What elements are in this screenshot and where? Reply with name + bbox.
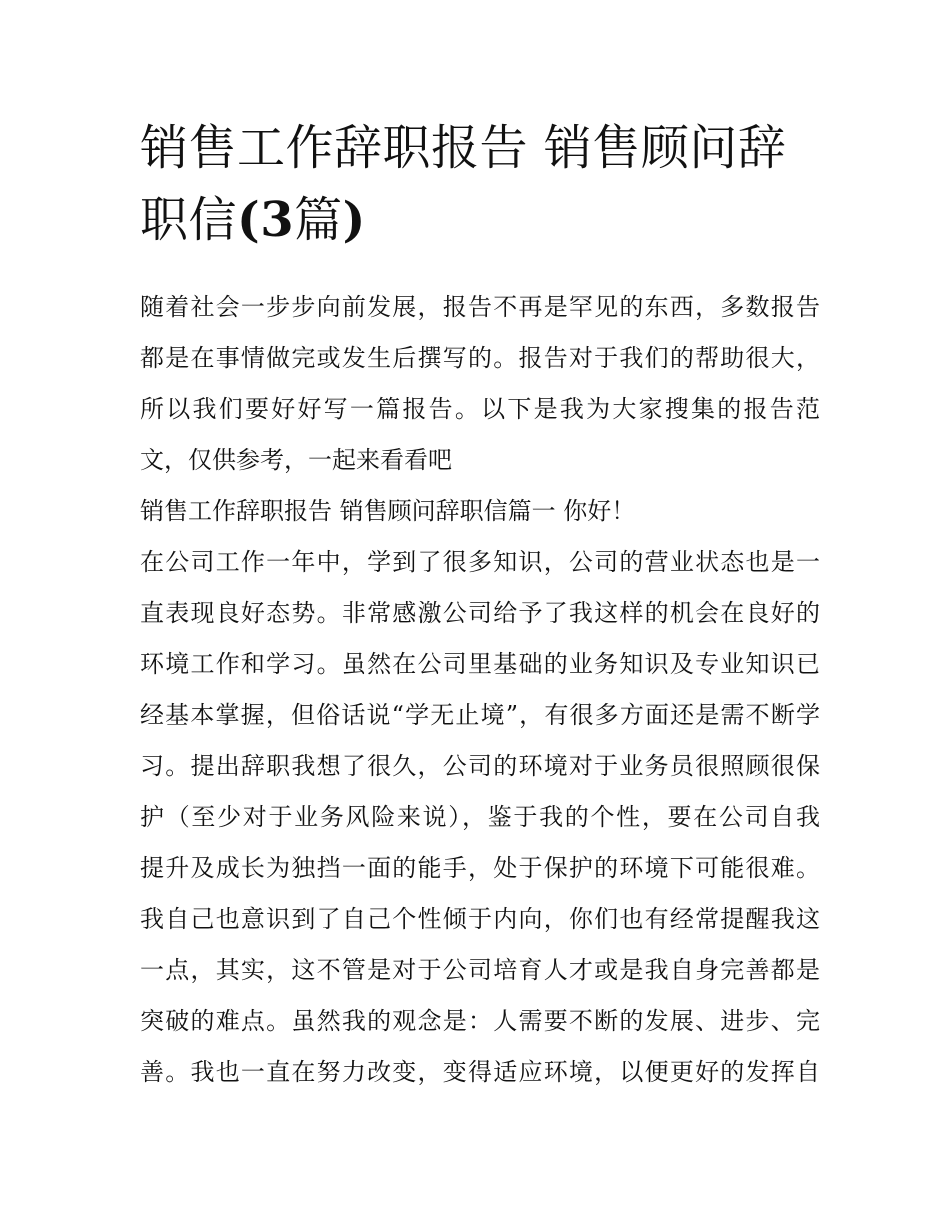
title-line-2-prefix: 职信: [140, 192, 238, 248]
title-line-1: 销售工作辞职报告 销售顾问辞: [140, 120, 787, 176]
body-line: 提升及成长为独挡一面的能手，处于保护的环境下可能很难。: [140, 854, 820, 882]
section-heading: 销售工作辞职报告 销售顾问辞职信篇一 你好！: [140, 497, 636, 525]
body-line: 在公司工作一年中，学到了很多知识，公司的营业状态也是一: [140, 548, 820, 576]
body-line: 我自己也意识到了自己个性倾于内向，你们也有经常提醒我这: [140, 905, 820, 933]
intro-paragraph: [140, 282, 820, 486]
title-count-close: ): [342, 192, 366, 248]
body-line: 经基本掌握，但俗话说“学无止境”，有很多方面还是需不断学: [140, 701, 820, 729]
document-title: [140, 112, 820, 256]
body-paragraph: [140, 537, 820, 1098]
body-line: 一点，其实，这不管是对于公司培育人才或是我自身完善都是: [140, 956, 820, 984]
body-line: 护（至少对于业务风险来说），鉴于我的个性，要在公司自我: [140, 803, 820, 831]
body-line: 习。提出辞职我想了很久，公司的环境对于业务员很照顾很保: [140, 752, 820, 780]
intro-line: 随着社会一步步向前发展，报告不再是罕见的东西，多数报告: [140, 293, 820, 321]
body-line: 直表现良好态势。非常感激公司给予了我这样的机会在良好的: [140, 599, 820, 627]
body-line: 环境工作和学习。虽然在公司里基础的业务知识及专业知识已: [140, 650, 820, 678]
intro-line: 都是在事情做完或发生后撰写的。报告对于我们的帮助很大，: [140, 344, 820, 372]
title-count-unit: 篇: [294, 192, 343, 248]
intro-line: 所以我们要好好写一篇报告。以下是我为大家搜集的报告范: [140, 395, 820, 423]
title-count-open: (3: [237, 192, 295, 248]
body-line: 突破的难点。虽然我的观念是：人需要不断的发展、进步、完: [140, 1007, 820, 1035]
intro-line: 文，仅供参考，一起来看看吧: [140, 446, 452, 474]
body-line: 善。我也一直在努力改变，变得适应环境，以便更好的发挥自: [140, 1058, 820, 1086]
